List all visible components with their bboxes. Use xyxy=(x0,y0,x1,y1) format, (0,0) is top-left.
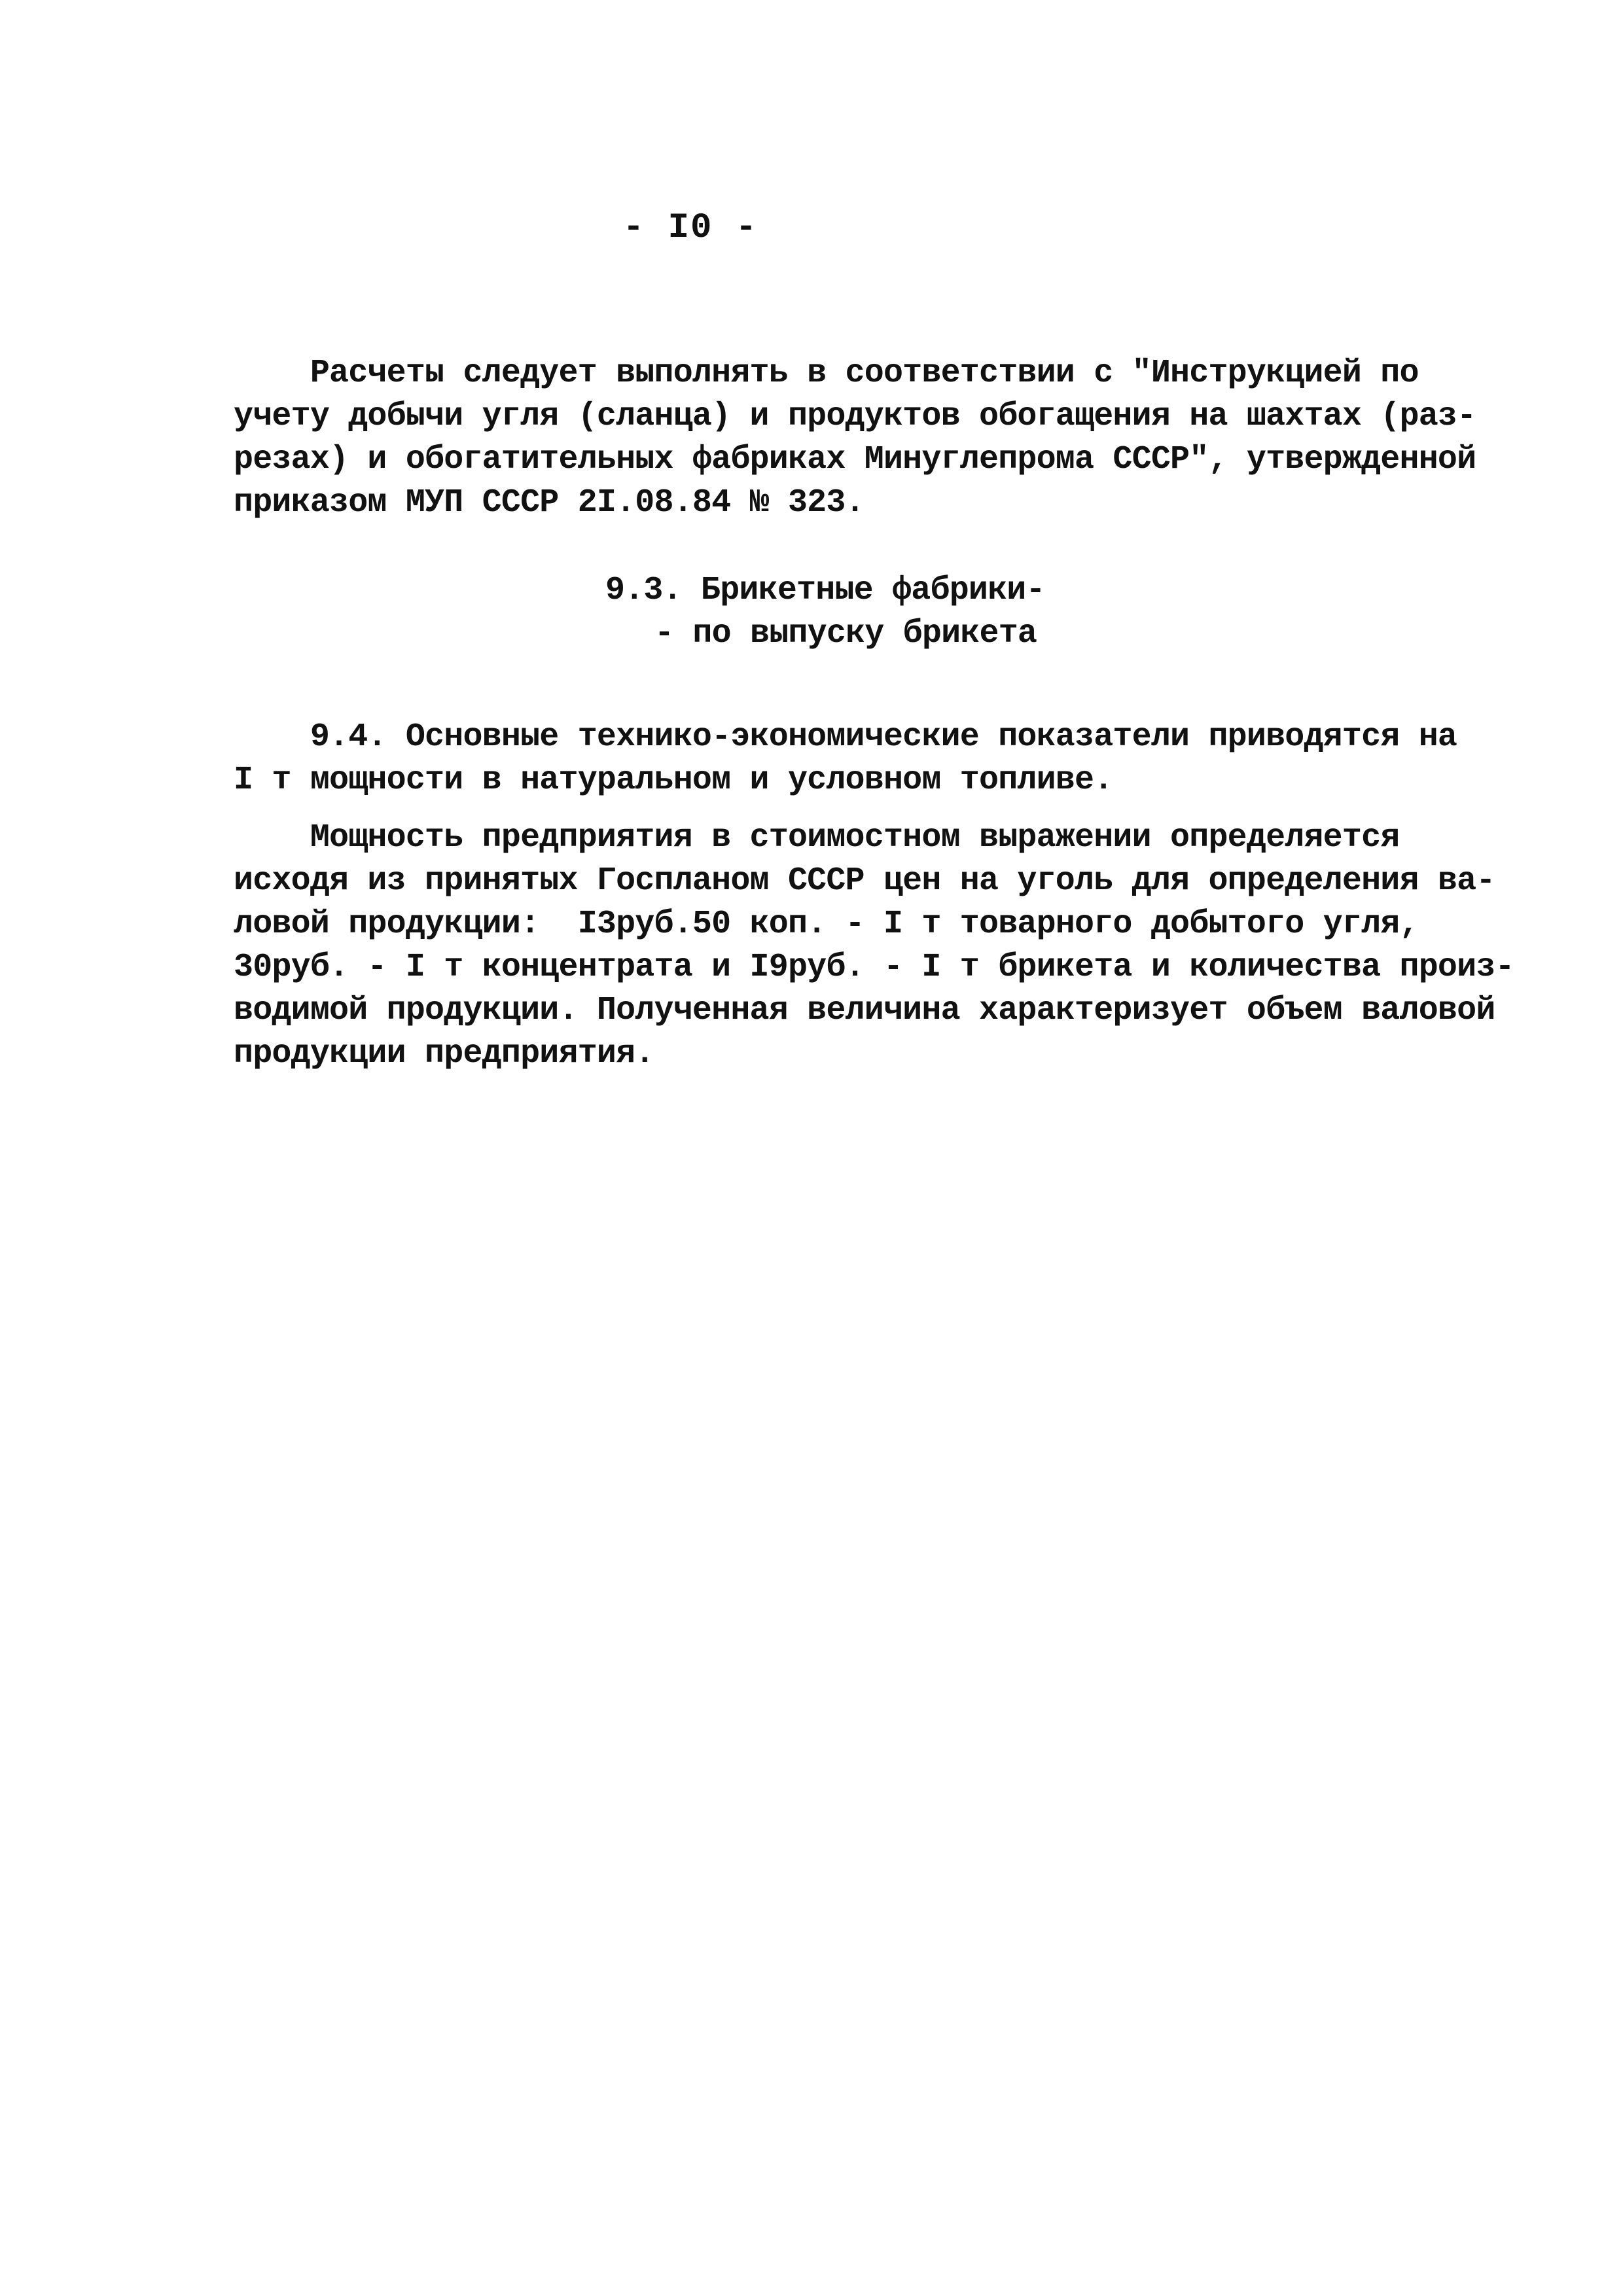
paragraph-3-line-2: исходя из принятых Госпланом СССР цен на уголь для определения ва- xyxy=(234,862,1495,900)
paragraph-3-line-1: Мощность предприятия в стоимостном выражении определяется xyxy=(234,819,1400,857)
paragraph-1-line-1: Расчеты следует выполнять в соответствии с "Инструкцией по xyxy=(234,355,1419,392)
paragraph-3-line-5: водимой продукции. Полученная величина характеризует объем валовой xyxy=(234,992,1495,1029)
paragraph-1-line-2: учету добычи угля (сланца) и продуктов обогащения на шахтах (раз- xyxy=(234,398,1476,435)
paragraph-1-line-3: резах) и обогатительных фабриках Минуглепрома СССР", утвержденной xyxy=(234,441,1476,478)
paragraph-3-line-3: ловой продукции: I3руб.50 коп. - I т товарного добытого угля, xyxy=(234,906,1419,943)
page-number: - I0 - xyxy=(622,208,758,248)
paragraph-2-line-1: 9.4. Основные технико-экономические показатели приводятся на xyxy=(234,718,1457,756)
paragraph-1-line-4: приказом МУП СССР 2I.08.84 № 323. xyxy=(234,484,865,521)
paragraph-3-line-6: продукции предприятия. xyxy=(234,1035,654,1072)
paragraph-3-line-4: 30руб. - I т концентрата и I9руб. - I т брикета и количества произ- xyxy=(234,949,1514,986)
section-9-3-title: 9.3. Брикетные фабрики- xyxy=(605,572,1045,609)
paragraph-2-line-2: I т мощности в натуральном и условном топливе. xyxy=(234,762,1113,799)
section-9-3-subtitle: - по выпуску брикета xyxy=(654,615,1037,652)
